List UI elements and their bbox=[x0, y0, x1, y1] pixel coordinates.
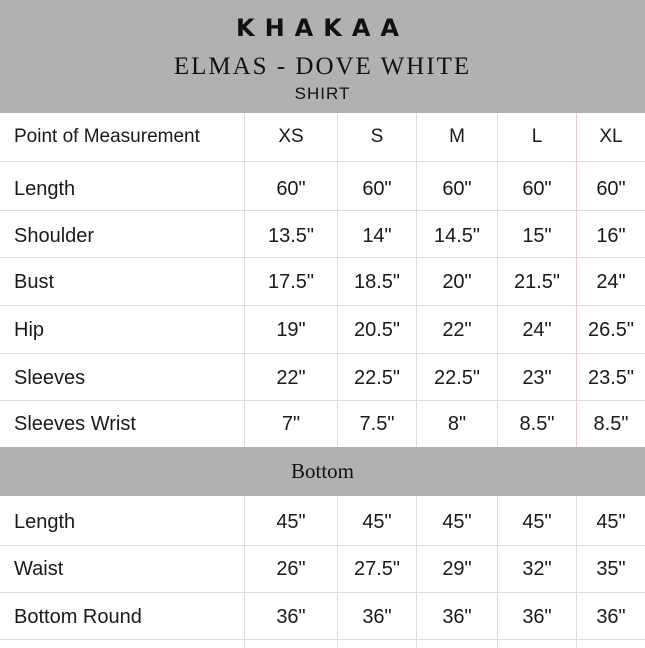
shirt-row-label: Sleeves bbox=[14, 367, 86, 389]
shirt-row-label: Sleeves Wrist bbox=[14, 413, 136, 435]
shirt-value-s: 18.5" bbox=[353, 271, 401, 293]
shirt-value-s: 20.5" bbox=[353, 319, 401, 341]
bottom-value-xs: 36" bbox=[276, 606, 306, 628]
shirt-value-xs: 7" bbox=[281, 413, 301, 435]
column-header-xl: XL bbox=[599, 126, 623, 147]
column-header-measurement: Point of Measurement bbox=[14, 126, 200, 147]
bottom-value-xl: 45" bbox=[596, 511, 626, 533]
shirt-value-xl: 26.5" bbox=[587, 319, 635, 341]
shirt-value-xs: 22" bbox=[276, 367, 306, 389]
shirt-row-label: Length bbox=[14, 178, 76, 200]
bottom-value-xl: 35" bbox=[596, 558, 626, 580]
column-header-s: S bbox=[370, 126, 384, 147]
bottom-value-m: 29" bbox=[442, 558, 472, 580]
row-divider bbox=[0, 161, 645, 162]
shirt-value-xs: 17.5" bbox=[267, 271, 315, 293]
bottom-value-l: 36" bbox=[522, 606, 552, 628]
shirt-row-label: Bust bbox=[14, 271, 55, 293]
shirt-value-l: 21.5" bbox=[513, 271, 561, 293]
shirt-row-label: Shoulder bbox=[14, 225, 95, 247]
shirt-value-m: 14.5" bbox=[433, 225, 481, 247]
shirt-value-m: 22" bbox=[442, 319, 472, 341]
bottom-value-xs: 26" bbox=[276, 558, 306, 580]
shirt-value-xs: 60" bbox=[276, 178, 306, 200]
column-header-l: L bbox=[531, 126, 543, 147]
shirt-value-s: 14" bbox=[362, 225, 392, 247]
shirt-value-m: 20" bbox=[442, 271, 472, 293]
bottom-value-s: 36" bbox=[362, 606, 392, 628]
bottom-row-label: Bottom Round bbox=[14, 606, 142, 628]
bottom-value-m: 36" bbox=[442, 606, 472, 628]
header-banner bbox=[0, 0, 645, 113]
shirt-value-xl: 16" bbox=[596, 225, 626, 247]
category-label: SHIRT bbox=[294, 84, 351, 103]
brand-logo: KHAKAA bbox=[235, 14, 409, 42]
product-title: ELMAS - DOVE WHITE bbox=[173, 53, 472, 80]
shirt-value-xs: 19" bbox=[276, 319, 306, 341]
shirt-value-xl: 60" bbox=[596, 178, 626, 200]
bottom-value-xs: 45" bbox=[276, 511, 306, 533]
bottom-row-label: Length bbox=[14, 511, 76, 533]
bottom-value-s: 45" bbox=[362, 511, 392, 533]
bottom-value-l: 32" bbox=[522, 558, 552, 580]
column-header-xs: XS bbox=[278, 126, 304, 147]
shirt-value-xl: 23.5" bbox=[587, 367, 635, 389]
bottom-row-label: Waist bbox=[14, 558, 64, 580]
shirt-value-l: 23" bbox=[522, 367, 552, 389]
shirt-value-xl: 8.5" bbox=[593, 413, 629, 435]
column-header-m: M bbox=[449, 126, 465, 147]
shirt-value-l: 8.5" bbox=[519, 413, 555, 435]
bottom-value-xl: 36" bbox=[596, 606, 626, 628]
shirt-value-m: 22.5" bbox=[433, 367, 481, 389]
shirt-value-xl: 24" bbox=[596, 271, 626, 293]
shirt-value-l: 24" bbox=[522, 319, 552, 341]
shirt-value-l: 15" bbox=[522, 225, 552, 247]
shirt-value-m: 8" bbox=[447, 413, 467, 435]
shirt-value-s: 22.5" bbox=[353, 367, 401, 389]
shirt-row-label: Hip bbox=[14, 319, 45, 341]
shirt-value-s: 7.5" bbox=[359, 413, 395, 435]
bottom-section-title: Bottom bbox=[0, 447, 645, 496]
bottom-value-m: 45" bbox=[442, 511, 472, 533]
shirt-value-s: 60" bbox=[362, 178, 392, 200]
shirt-value-xs: 13.5" bbox=[267, 225, 315, 247]
shirt-value-m: 60" bbox=[442, 178, 472, 200]
shirt-value-l: 60" bbox=[522, 178, 552, 200]
bottom-value-l: 45" bbox=[522, 511, 552, 533]
bottom-value-s: 27.5" bbox=[353, 558, 401, 580]
